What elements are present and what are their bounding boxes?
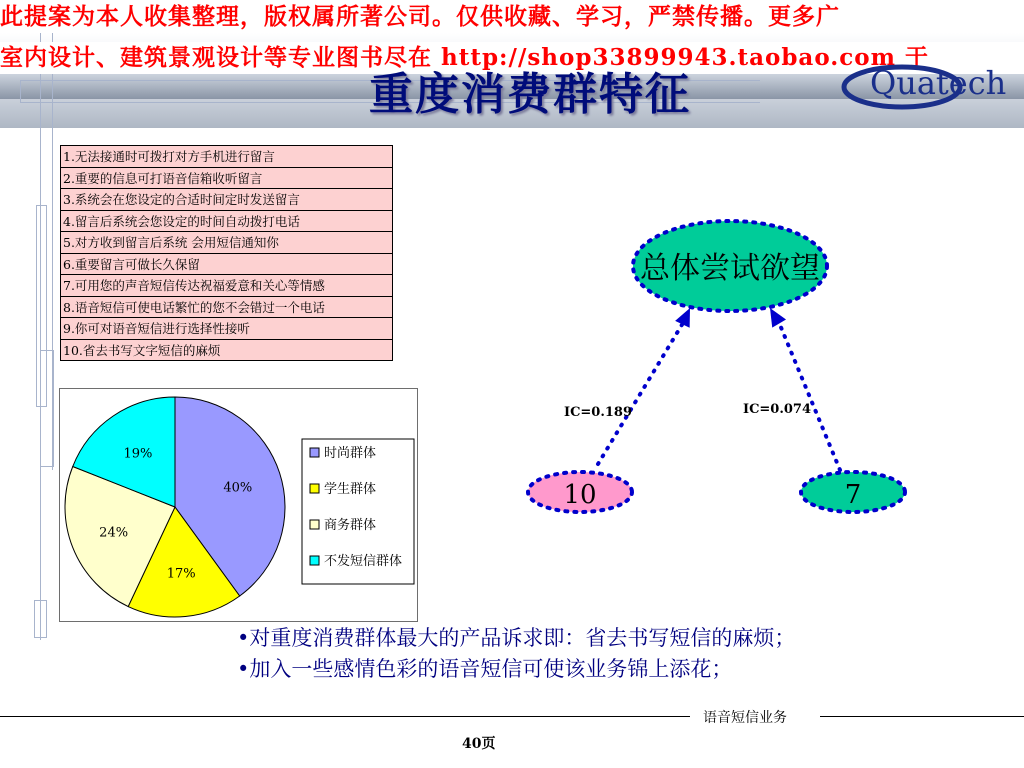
feature-row	[61, 210, 393, 232]
feature-row	[61, 232, 393, 254]
legend-label: 时尚群体	[324, 446, 377, 461]
bullet-1: •对重度消费群体最大的产品诉求即：省去书写短信的麻烦；	[237, 626, 796, 650]
left-node-label: 10	[563, 480, 597, 510]
feature-row	[61, 339, 393, 361]
feature-cell: 10.省去书写文字短信的麻烦	[61, 339, 393, 361]
footer-divider-right	[820, 716, 1024, 717]
deco-box	[34, 600, 47, 638]
legend-swatch	[310, 520, 319, 529]
feature-row	[61, 318, 393, 340]
feature-row	[61, 253, 393, 275]
pie-chart	[60, 389, 417, 621]
bullet-2: •加入一些感情色彩的语音短信可使该业务锦上添花；	[237, 657, 733, 681]
pie-label: 17%	[166, 566, 196, 582]
page-number: 40页	[462, 736, 496, 752]
feature-row	[61, 189, 393, 211]
legend-swatch	[310, 484, 319, 493]
right-node-label: 7	[844, 480, 862, 510]
feature-row	[61, 146, 393, 168]
feature-cell: 2.重要的信息可打语音信箱收听留言	[61, 167, 393, 189]
slide-title: 重度消费群特征	[369, 69, 691, 120]
right-ic-label: IC=0.074	[742, 402, 812, 417]
feature-row	[61, 296, 393, 318]
feature-cell: 4.留言后系统会您设定的时间自动拨打电话	[61, 210, 393, 232]
feature-cell: 9.你可对语音短信进行选择性接听	[61, 318, 393, 340]
footer-label: 语音短信业务	[703, 710, 787, 726]
feature-cell: 7.可用您的声音短信传达祝福爱意和关心等情感	[61, 275, 393, 297]
feature-cell: 3.系统会在您设定的合适时间定时发送留言	[61, 189, 393, 211]
legend-swatch	[310, 448, 319, 457]
left-arrow-line	[598, 323, 683, 464]
feature-row	[61, 167, 393, 189]
left-ic-label: IC=0.189	[563, 405, 633, 420]
top-node-label: 总体尝试欲望	[640, 251, 820, 286]
feature-cell: 6.重要留言可做长久保留	[61, 253, 393, 275]
footer-divider-left	[0, 716, 690, 717]
right-arrowhead	[770, 308, 786, 328]
pie-label: 19%	[123, 446, 153, 462]
feature-table	[60, 145, 393, 361]
deco-box	[40, 350, 54, 467]
feature-cell: 1.无法接通时可拨打对方手机进行留言	[61, 146, 393, 168]
logo-text: Quatech	[870, 64, 1007, 102]
legend-label: 学生群体	[324, 482, 377, 497]
feature-cell: 5.对方收到留言后系统 会用短信通知你	[61, 232, 393, 254]
legend-swatch	[310, 556, 319, 565]
watermark-banner-second: 室内设计、建筑景观设计等专业图书尽在 http://shop33899943.taobao.com 于	[0, 42, 1024, 74]
watermark-banner-top: 此提案为本人收集整理，版权属所著公司。仅供收藏、学习，严禁传播。更多广	[0, 0, 1024, 33]
feature-cell: 8.语音短信可使电话繁忙的您不会错过一个电话	[61, 296, 393, 318]
ic-diagram	[500, 200, 920, 530]
feature-row	[61, 275, 393, 297]
legend-label: 不发短信群体	[324, 554, 403, 569]
pie-chart-frame	[59, 388, 418, 622]
pie-label: 24%	[99, 525, 129, 541]
right-arrow-line	[780, 325, 840, 470]
pie-label: 40%	[223, 480, 253, 496]
legend-label: 商务群体	[324, 518, 377, 533]
